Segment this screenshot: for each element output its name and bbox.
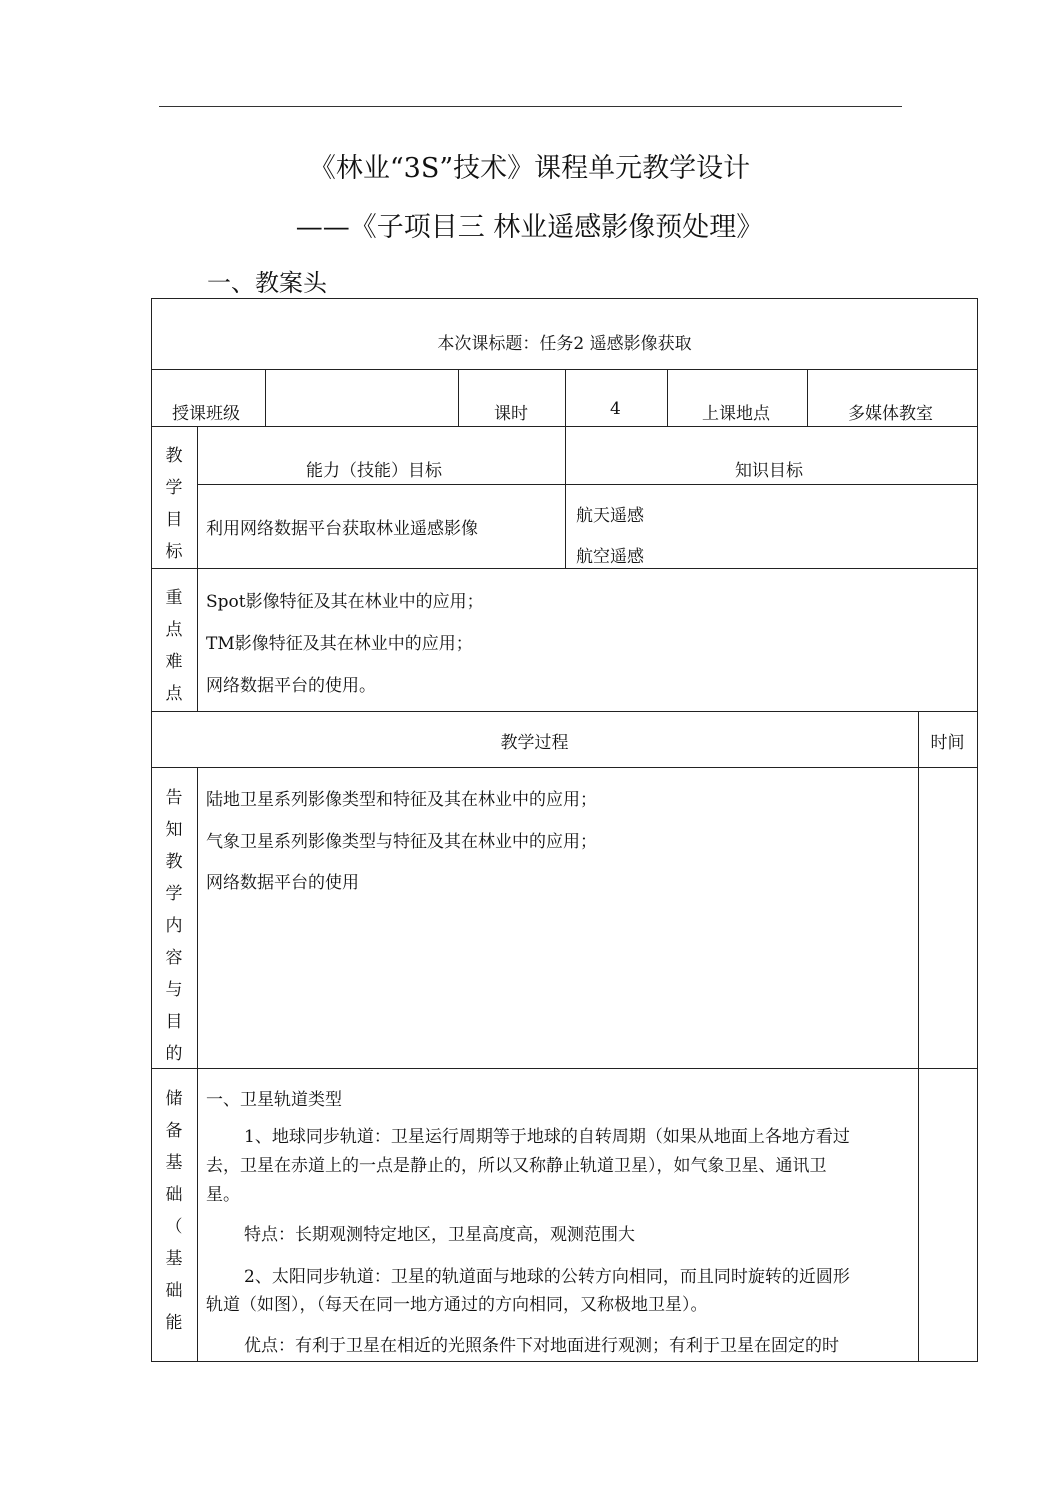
col-divider [565,426,566,568]
hours-value: 4 [610,399,621,419]
table-border-right [977,298,978,1361]
place-value: 多媒体教室 [848,404,933,424]
keypoint-item: Spot影像特征及其在林业中的应用； [206,592,484,612]
knowledge-item: 航天遥感 [576,506,644,526]
goals-side-label: 教 学 目 标 [165,446,183,562]
skill-goal-text: 利用网络数据平台获取林业遥感影像 [206,519,478,539]
col-divider [265,369,266,426]
header-rule [159,106,902,107]
keypoint-item: TM影像特征及其在林业中的应用； [206,634,473,654]
reserve-paragraph: 轨道（如图），（每天在同一地方通过的方向相同，又称极地卫星）。 [206,1295,708,1315]
hours-label: 课时 [494,404,528,424]
reserve-paragraph: 去，卫星在赤道上的一点是静止的，所以又称静止轨道卫星），如气象卫星、通讯卫 [206,1156,827,1176]
inform-side-label: 告 知 教 学 内 容 与 目 的 [165,788,183,1064]
row-divider [151,711,978,712]
knowledge-item: 航空遥感 [576,547,644,567]
col-divider [197,426,198,711]
reserve-paragraph: 优点：有利于卫星在相近的光照条件下对地面进行观测；有利于卫星在固定的时 [244,1336,839,1356]
document-subtitle: ——《子项目三 林业遥感影像预处理》 [295,212,764,243]
row-divider [151,1068,978,1069]
place-label: 上课地点 [702,404,770,424]
section-heading: 一、教案头 [207,269,327,297]
process-header: 教学过程 [500,733,569,753]
reserve-paragraph: 2、太阳同步轨道：卫星的轨道面与地球的公转方向相同，而且同时旋转的近圆形 [244,1267,850,1287]
document-title: 《林业“3S”技术》课程单元教学设计 [308,153,751,184]
table-border-top [151,298,978,299]
col-divider [197,767,198,1361]
inform-item: 气象卫星系列影像类型与特征及其在林业中的应用； [206,832,597,852]
reserve-paragraph: 星。 [206,1185,240,1205]
col-divider [918,711,919,1361]
keypoint-item: 网络数据平台的使用。 [206,676,376,696]
col-divider [667,369,668,426]
knowledge-goal-header: 知识目标 [735,461,803,481]
col-divider [807,369,808,426]
col-divider [565,369,566,426]
reserve-side-label: 储 备 基 础 （ 基 础 能 [165,1089,183,1333]
row-divider [151,568,978,569]
reserve-paragraph: 1、地球同步轨道：卫星运行周期等于地球的自转周期（如果从地面上各地方看过 [244,1127,850,1147]
reserve-paragraph: 特点：长期观测特定地区，卫星高度高，观测范围大 [244,1225,635,1245]
keypoints-side-label: 重 点 难 点 [165,588,183,704]
skill-goal-header: 能力（技能）目标 [306,461,442,481]
time-header: 时间 [930,733,965,753]
inform-item: 陆地卫星系列影像类型和特征及其在林业中的应用； [206,790,597,810]
class-label: 授课班级 [172,404,240,424]
row-divider [151,767,978,768]
table-border-bottom [151,1361,978,1362]
reserve-heading: 一、卫星轨道类型 [206,1090,342,1110]
lesson-title: 本次课标题：任务2 遥感影像获取 [437,334,692,354]
inform-item: 网络数据平台的使用 [206,873,359,893]
col-divider [458,369,459,426]
row-divider [197,484,978,485]
